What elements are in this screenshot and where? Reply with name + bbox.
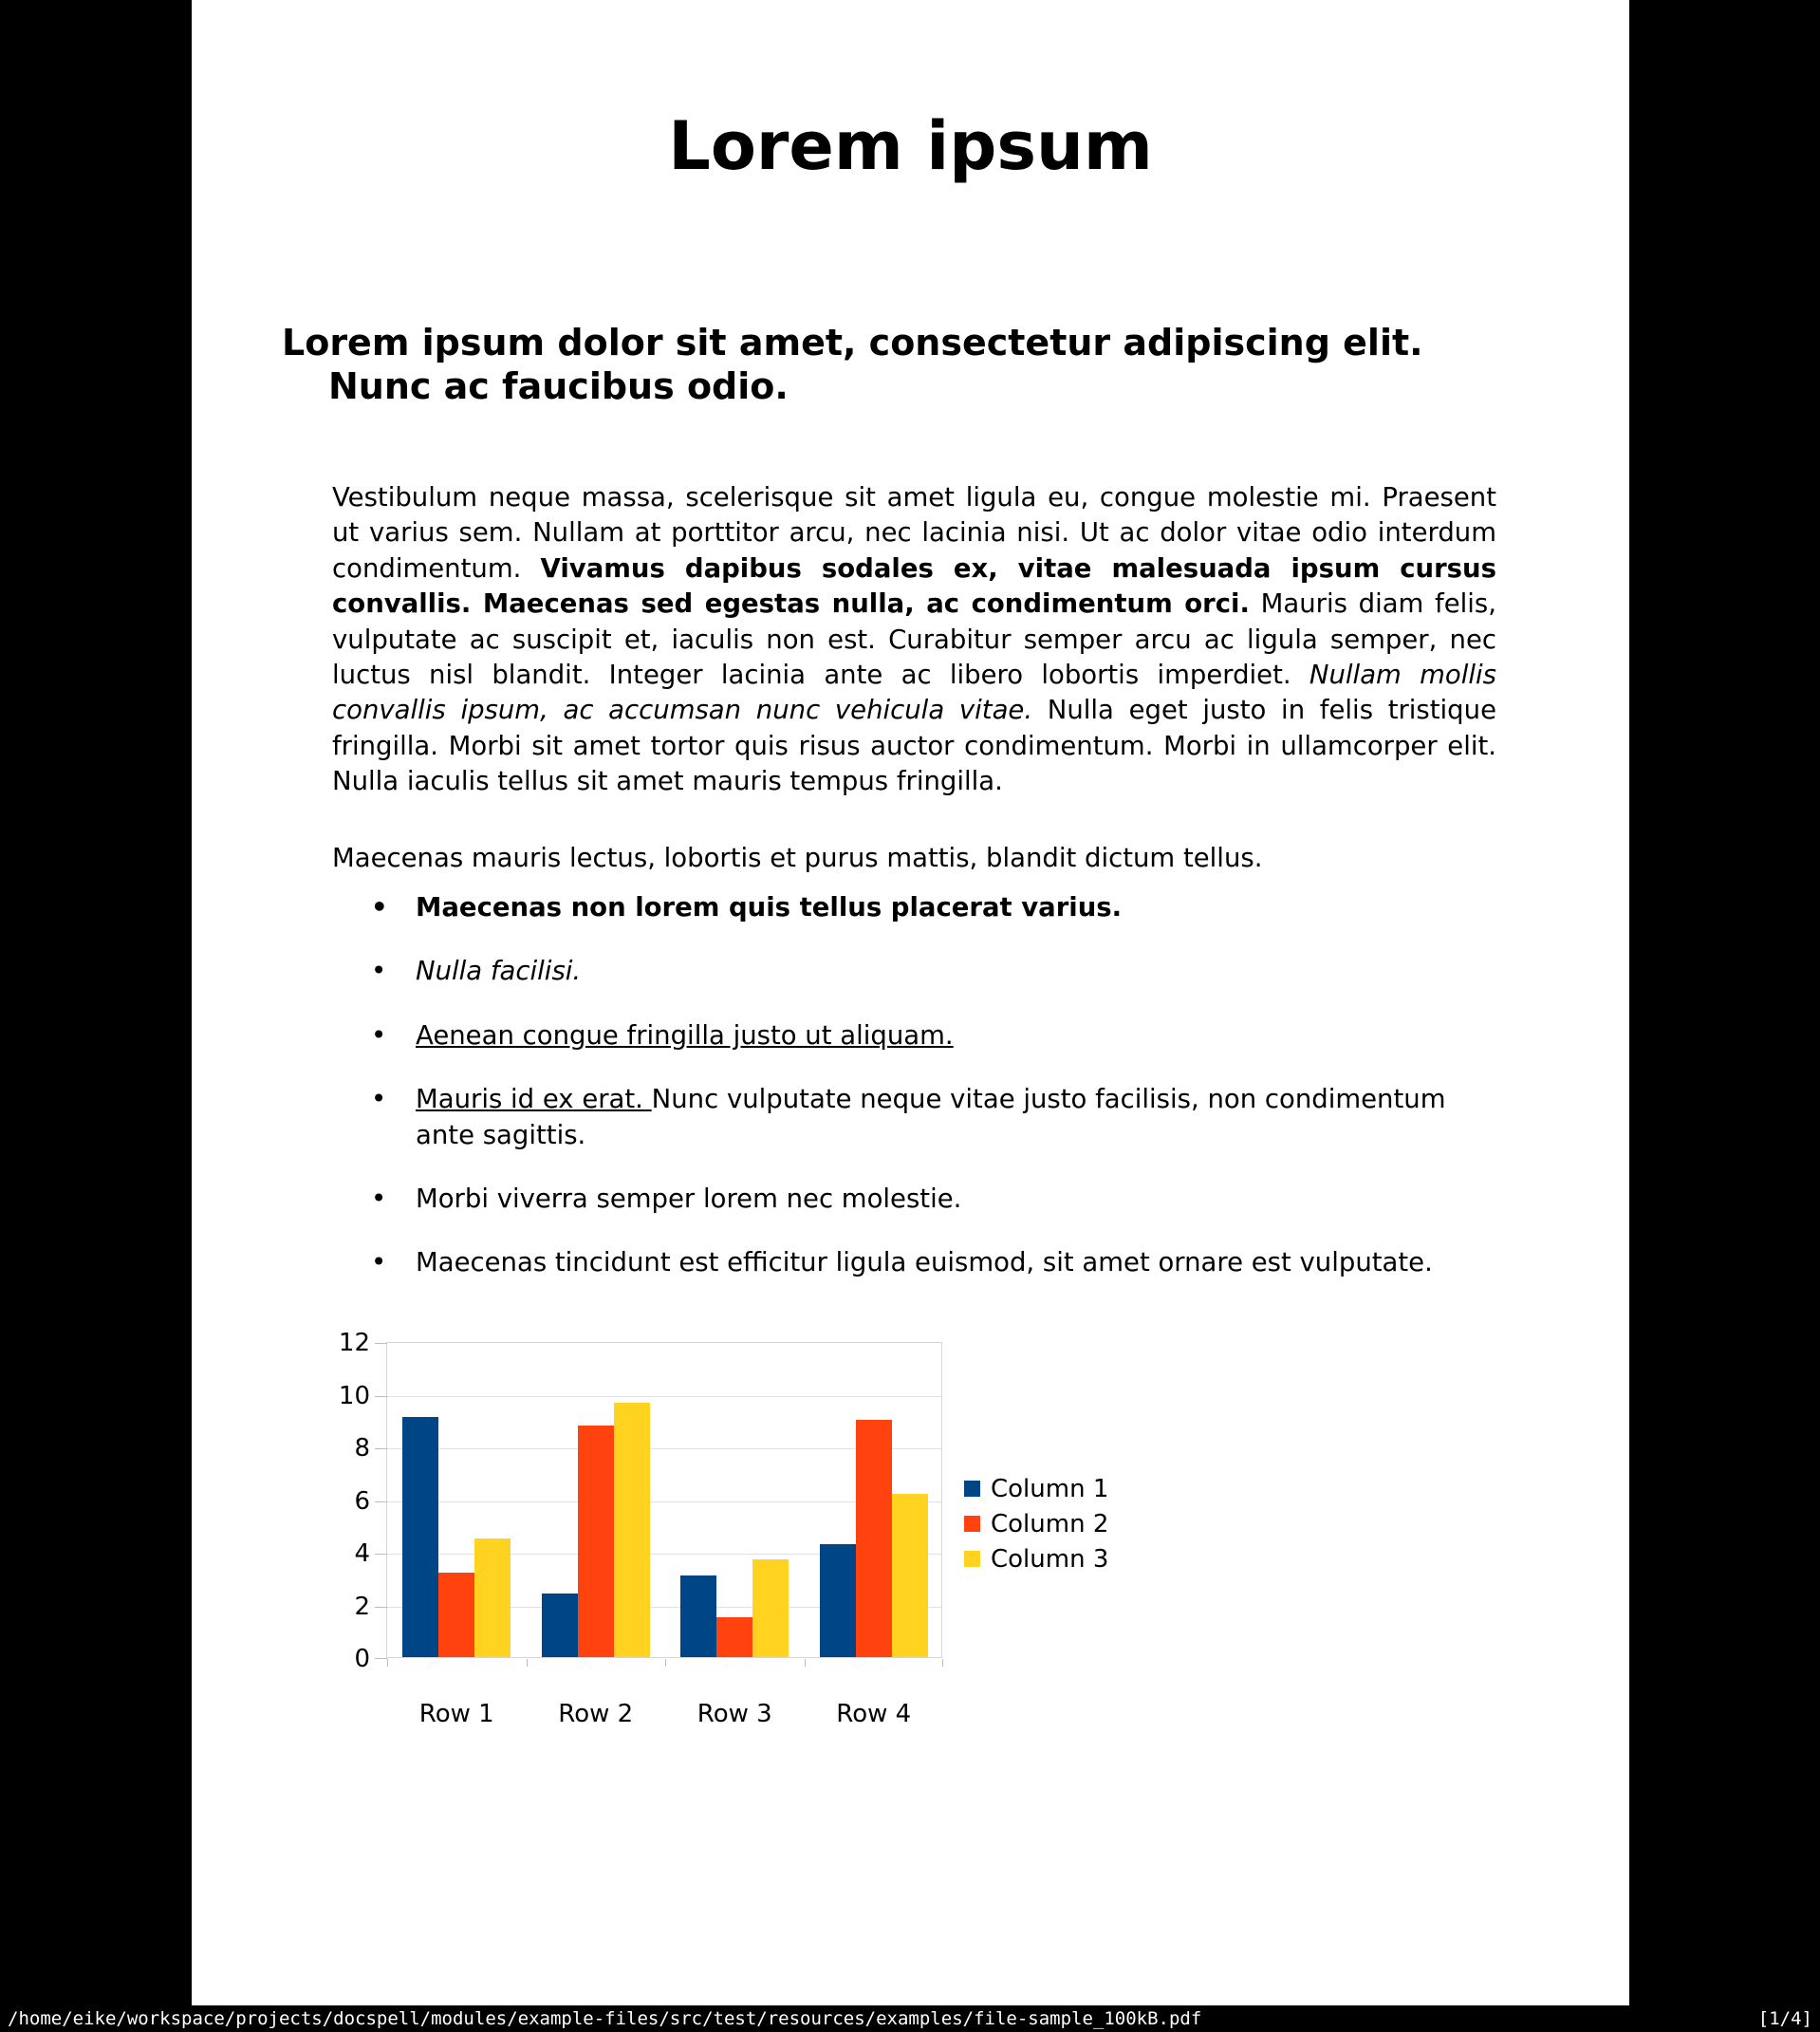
statusbar-page-indicator: [1/4]: [1757, 2008, 1812, 2029]
lead-run-italic: Nullam mollis convallis ipsum, ac accumsan nunc vehicula vitae.: [332, 660, 1496, 726]
y-axis-tick: [375, 1501, 387, 1502]
y-axis-tick: [375, 1554, 387, 1555]
bar-column-1: [680, 1575, 716, 1657]
bar-column-2: [716, 1617, 752, 1657]
lead-run-5: Nulla eget justo in felis tristique fringilla. Morbi sit amet tortor quis risus auctor condimentum. Morbi in ullamcorper elit. Nulla iaculis tellus sit amet mauris tempus fringilla.: [332, 695, 1496, 797]
list-item-text: Maecenas tincidunt est efficitur ligula euismod, sit amet ornare est vulputate.: [416, 1247, 1433, 1278]
gridline: [387, 1396, 941, 1397]
y-axis-label: 4: [354, 1539, 370, 1568]
pdf-page[interactable]: [192, 0, 1629, 2005]
lead-run-bold: Vivamus dapibus sodales ex, vitae malesuada ipsum cursus convallis. Maecenas sed egestas nulla, ac condimentum orci.: [332, 552, 1496, 620]
legend-swatch: [964, 1516, 980, 1532]
lead-run-1: Vestibulum neque massa, scelerisque sit amet ligula eu, congue molestie mi. Praesent ut varius sem. Nullam at porttitor arcu, nec lacinia nisi. Ut ac dolor vitae odio interdum condimentum.: [332, 482, 1496, 584]
second-paragraph: Maecenas mauris lectus, lobortis et purus mattis, blandit dictum tellus.: [332, 843, 1263, 873]
y-axis-tick: [375, 1343, 387, 1344]
x-axis-tick: [942, 1659, 943, 1667]
x-axis-label: Row 1: [418, 1700, 494, 1728]
bar-column-1: [402, 1417, 438, 1657]
bar-column-2: [578, 1426, 614, 1657]
x-axis-tick: [805, 1659, 806, 1667]
statusbar: [0, 2005, 1820, 2032]
heading-line-2: Nunc ac faucibus odio.: [328, 365, 789, 407]
y-axis-label: 6: [354, 1486, 370, 1516]
document-title: Lorem ipsum: [668, 107, 1153, 185]
x-axis-label: Row 2: [558, 1700, 634, 1728]
list-item-text: Morbi viverra semper lorem nec molestie.: [416, 1184, 962, 1215]
y-axis-label: 12: [338, 1329, 370, 1357]
y-axis-tick: [375, 1396, 387, 1397]
lead-run-3: Mauris diam felis, vulputate ac suscipit et, iaculis non est. Curabitur semper arcu ac ligula semper, nec luctus nisl blandit. Integer lacinia ante ac libero lobortis imperdiet.: [332, 588, 1497, 691]
list-item: [332, 1182, 1496, 1217]
legend-label: Column 1: [991, 1474, 1109, 1503]
bullet-list: [332, 890, 1496, 1310]
y-axis-tick: [375, 1607, 387, 1608]
legend-label: Column 2: [991, 1509, 1109, 1538]
statusbar-filepath: /home/eike/workspace/projects/docspell/modules/example-files/src/test/resources/examples/file-sample_100kB.pdf: [8, 2008, 1202, 2029]
list-item-text: Nulla facilisi.: [416, 956, 582, 987]
x-axis-tick: [387, 1659, 388, 1667]
list-item-text: Aenean congue fringilla justo ut aliquam.: [416, 1019, 954, 1051]
x-axis-label: Row 4: [836, 1700, 912, 1728]
x-axis-tick: [665, 1659, 666, 1667]
bar-column-3: [892, 1494, 928, 1657]
bar-column-3: [474, 1538, 511, 1657]
bar-chart: [338, 1329, 1109, 1728]
bar-column-3: [752, 1559, 789, 1657]
bar-column-2: [856, 1420, 892, 1657]
bar-column-1: [820, 1544, 856, 1657]
y-axis-label: 2: [354, 1592, 370, 1621]
y-axis-tick: [375, 1448, 387, 1449]
bar-column-3: [614, 1403, 650, 1657]
legend-swatch: [964, 1551, 980, 1567]
legend-entry: [964, 1506, 1108, 1541]
list-item-text: Maecenas non lorem quis tellus placerat varius.: [416, 892, 1123, 923]
document-heading: [192, 321, 1539, 408]
list-item: [332, 890, 1496, 925]
legend-entry: [964, 1471, 1108, 1506]
y-axis-label: 8: [354, 1434, 370, 1463]
x-axis-label: Row 3: [696, 1700, 772, 1728]
list-item-underlined-text: Mauris id ex erat.: [416, 1084, 652, 1115]
list-item: [332, 1082, 1496, 1153]
bar-column-2: [438, 1573, 474, 1657]
heading-line-1: Lorem ipsum dolor sit amet, consectetur adipiscing elit.: [282, 322, 1423, 364]
legend-label: Column 3: [991, 1544, 1109, 1574]
y-axis-label: 0: [354, 1645, 370, 1673]
y-axis-tick: [375, 1658, 387, 1659]
x-axis-tick: [527, 1659, 528, 1667]
legend-entry: [964, 1541, 1108, 1576]
lead-paragraph: [332, 480, 1496, 800]
chart-legend: [964, 1471, 1108, 1576]
list-item-text: Nunc vulputate neque vitae justo facilisis, non condimentum ante sagittis.: [416, 1084, 1446, 1150]
y-axis-label: 10: [338, 1381, 370, 1410]
list-item: [332, 954, 1496, 989]
legend-swatch: [964, 1481, 980, 1497]
list-item: [332, 1018, 1496, 1053]
list-item: [332, 1245, 1496, 1280]
bar-column-1: [542, 1594, 578, 1657]
